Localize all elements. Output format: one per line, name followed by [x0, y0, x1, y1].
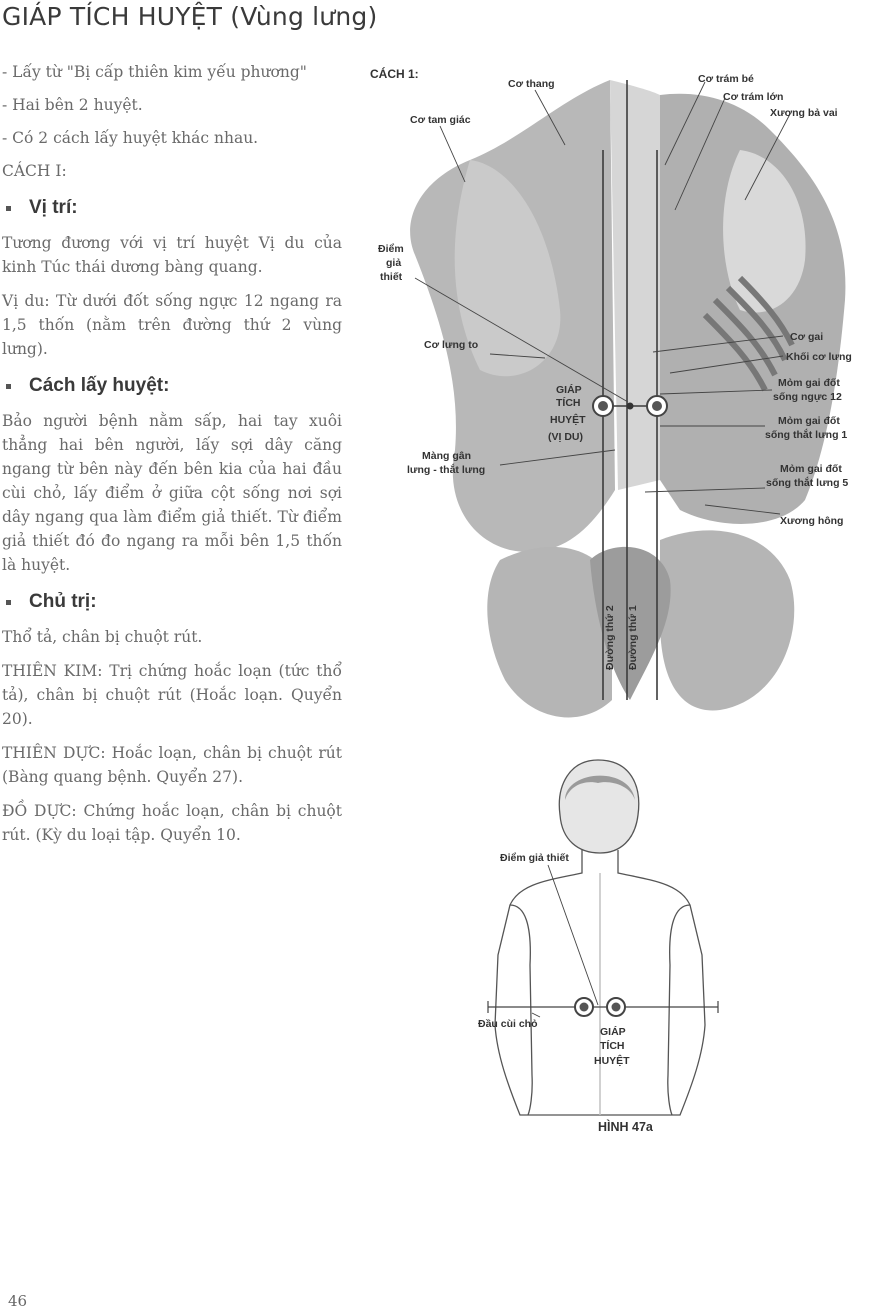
figure-back-anatomy: [360, 60, 870, 740]
chutri-paragraph: Thổ tả, chân bị chuột rút.: [2, 628, 203, 646]
label-giap-3: HUYỆT: [594, 1055, 630, 1067]
figure-patient-outline: [470, 755, 730, 1135]
intro-line-count: - Hai bên 2 huyệt.: [2, 96, 143, 114]
label-diem-3: thiết: [380, 271, 403, 283]
section-heading-cachlay-label: Cách lấy huyệt:: [29, 375, 170, 396]
vitri-paragraph: Tương đương với vị trí huyệt Vị du của kinh Túc thái dương bàng quang.: [2, 234, 342, 276]
label-diem-2: giả: [386, 257, 402, 269]
section-heading-chutri: [2, 591, 342, 613]
label-duong-thu-1: Đường thứ 1: [627, 605, 639, 670]
label-giap-1: GIÁP: [556, 384, 582, 396]
label-mom-gai-that5-a: Mỏm gai đốt: [780, 463, 842, 475]
vidu-paragraph: Vị du: Từ dưới đốt sống ngực 12 ngang ra 1,5 thốn (nằm trên đường thứ 2 vùng lưng).: [2, 292, 342, 358]
label-giap-3: HUYỆT: [550, 414, 586, 426]
label-mom-gai-that1-b: sống thắt lưng 1: [765, 429, 848, 441]
section-heading-chutri-label: Chủ trị:: [29, 591, 97, 612]
label-giap-2: TÍCH: [556, 397, 581, 409]
text-column: [2, 60, 342, 857]
page-number: 46: [8, 1292, 28, 1310]
label-giap-1: GIÁP: [600, 1026, 626, 1038]
method-label: CÁCH I:: [2, 162, 67, 180]
label-co-gai: Cơ gai: [790, 331, 824, 343]
label-co-lung-to: Cơ lưng to: [424, 339, 479, 351]
label-mang-gan-1: Màng gân: [422, 450, 471, 462]
bullet-icon: [6, 206, 11, 211]
label-dau-cui-cho: Đầu cùi chỏ: [478, 1018, 538, 1030]
label-xuong-ba-vai: Xương bả vai: [770, 107, 838, 119]
figure-caption: HÌNH 47a: [598, 1120, 653, 1134]
label-mang-gan-2: lưng - thắt lưng: [407, 464, 486, 476]
cachlay-paragraph: Bảo người bệnh nằm sấp, hai tay xuôi thẳng hai bên người, lấy sợi dây căng ngang từ bên này đến bên kia của hai đầu cùi chỏ, lấy điểm ở giữa cột sống nơi sợi dây ngang qua làm điểm giả thiết. Từ điểm giả thiết đó đo ngang ra mỗi bên 1,5 thốn là huyệt.: [2, 412, 342, 574]
thienduc-paragraph: THIÊN DỰC: Hoắc loạn, chân bị chuột rút (Bàng quang bệnh. Quyển 27).: [2, 744, 342, 786]
label-khoi-co-lung: Khối cơ lưng: [786, 351, 852, 363]
section-heading-vitri: [2, 197, 342, 219]
section-heading-cachlay: [2, 375, 342, 397]
bullet-icon: [6, 600, 11, 605]
intro-line-methods: - Có 2 cách lấy huyệt khác nhau.: [2, 129, 259, 147]
label-co-tram-lon: Cơ trám lớn: [723, 91, 784, 103]
label-co-tam-giac: Cơ tam giác: [410, 114, 471, 126]
label-mom-gai-nguc12-b: sống ngực 12: [773, 391, 842, 403]
bullet-icon: [6, 384, 11, 389]
label-diem-1: Điểm: [378, 243, 404, 255]
label-duong-thu-2: Đường thứ 2: [604, 605, 616, 670]
label-co-thang: Cơ thang: [508, 78, 555, 90]
intro-line-source: - Lấy từ "Bị cấp thiên kim yếu phương": [2, 63, 307, 81]
doduc-paragraph: ĐỒ DỰC: Chứng hoắc loạn, chân bị chuột rút. (Kỳ du loại tập. Quyển 10.: [2, 802, 342, 844]
label-co-tram-be: Cơ trám bé: [698, 73, 754, 85]
label-giap-2: TÍCH: [600, 1040, 625, 1052]
page-title: GIÁP TÍCH HUYỆT (Vùng lưng): [2, 2, 378, 31]
label-xuong-hong: Xương hông: [780, 515, 844, 527]
label-diem-gia-thiet: Điểm giả thiết: [500, 852, 569, 864]
label-giap-4: (VỊ DU): [548, 431, 583, 443]
section-heading-vitri-label: Vị trí:: [29, 197, 78, 218]
thienkim-paragraph: THIÊN KIM: Trị chứng hoắc loạn (tức thổ tả), chân bị chuột rút (Hoắc loạn. Quyển 20).: [2, 662, 342, 728]
label-mom-gai-nguc12-a: Mỏm gai đốt: [778, 377, 840, 389]
label-mom-gai-that1-a: Mỏm gai đốt: [778, 415, 840, 427]
method-1-label: CÁCH 1:: [370, 67, 419, 81]
label-mom-gai-that5-b: sống thắt lưng 5: [766, 477, 849, 489]
